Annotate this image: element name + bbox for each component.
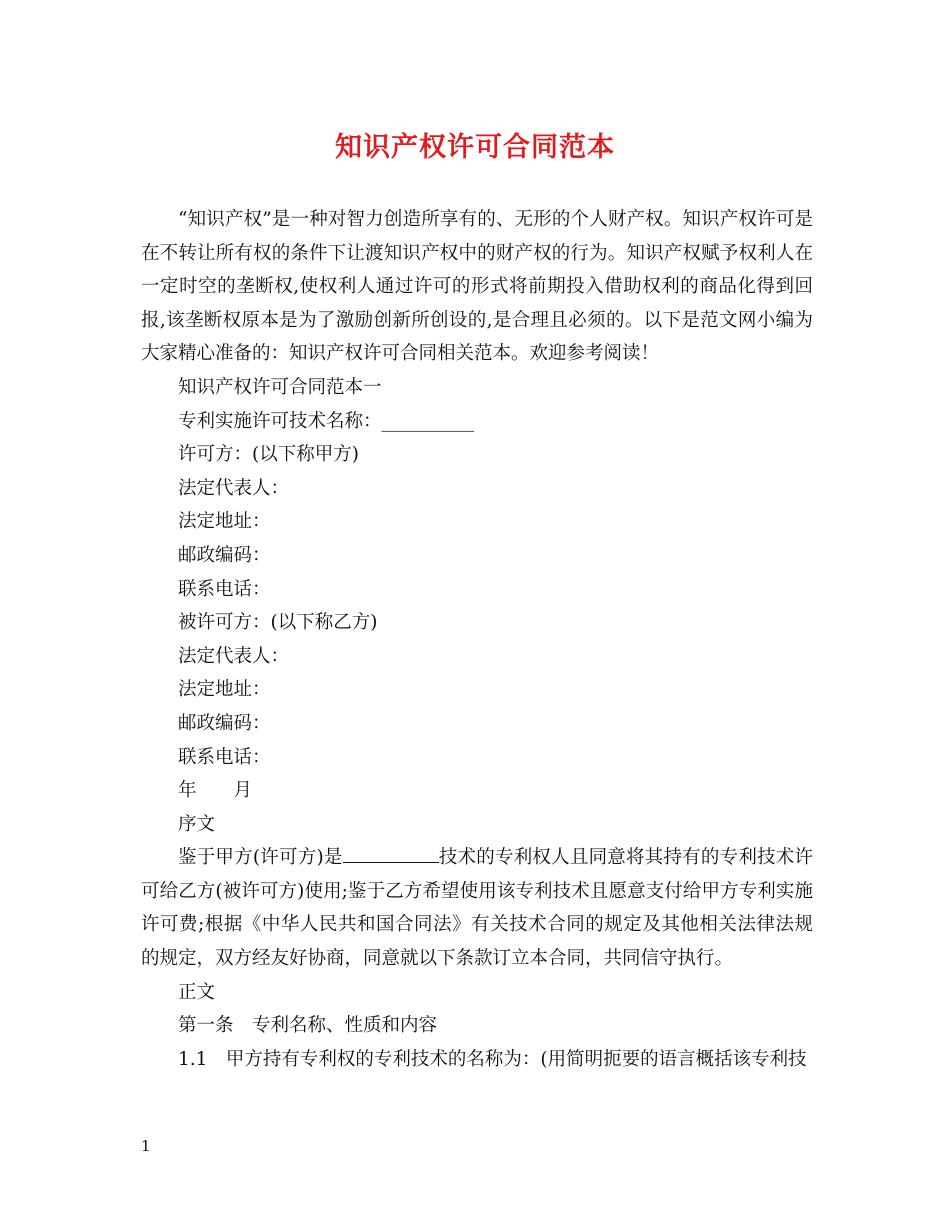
licensee-phone: 联系电话：	[178, 746, 271, 768]
licensor-address: 法定地址：	[178, 511, 271, 533]
article1-clause1: 1.1 甲方持有专利权的专利技术的名称为：(用简明扼要的语言概括该专利技	[178, 1048, 807, 1070]
licensor-label: 许可方：(以下称甲方)	[178, 444, 359, 466]
licensee-label: 被许可方：(以下称乙方)	[178, 612, 378, 634]
preface-part1: 鉴于甲方(许可方)是	[178, 847, 343, 869]
licensee-postcode: 邮政编码：	[178, 712, 271, 734]
document-body	[141, 203, 813, 1076]
licensor-postcode: 邮政编码：	[178, 544, 271, 566]
preface-heading: 序文	[178, 813, 216, 835]
licensor-representative: 法定代表人：	[178, 477, 290, 499]
contract-subtitle: 知识产权许可合同范本一	[178, 376, 382, 398]
article1-heading: 第一条 专利名称、性质和内容	[178, 1015, 438, 1037]
intro-paragraph: “知识产权”是一种对智力创造所享有的、无形的个人财产权。知识产权许可是在不转让所有权的条件下让渡知识产权中的财产权的行为。知识产权赋予权利人在一定时空的垄断权,使权利人通过许可的形式将前期投入借助权利的商品化得到回报,该垄断权原本是为了激励创新所创设的,是合理且必须的。以下是范文网小编为大家精心准备的：知识产权许可合同相关范本。欢迎参考阅读！	[141, 209, 813, 365]
preface-part2: 技术的专利权人且同意将其持有的专利技术许可给乙方(被许可方)使用;鉴于乙方希望使用该专利技术且愿意支付给甲方专利实施许可费;根据《中华人民共和国合同法》有关技术合同的规定及其他相关法律法规的规定，双方经友好协商，同意就以下条款订立本合同，共同信守执行。	[141, 847, 813, 970]
page-number: 1	[141, 1137, 151, 1155]
patent-name-label: 专利实施许可技术名称：	[178, 410, 382, 432]
licensor-phone: 联系电话：	[178, 578, 271, 600]
preface-paragraph	[141, 841, 813, 975]
licensee-address: 法定地址：	[178, 679, 271, 701]
body-heading: 正文	[178, 981, 216, 1003]
preface-blank	[343, 842, 439, 863]
patent-name-blank: __________	[381, 410, 475, 432]
licensee-representative: 法定代表人：	[178, 645, 290, 667]
date-line: 年 月	[178, 780, 253, 802]
patent-name-line	[141, 405, 813, 439]
document-title: 知识产权许可合同范本	[335, 132, 615, 163]
